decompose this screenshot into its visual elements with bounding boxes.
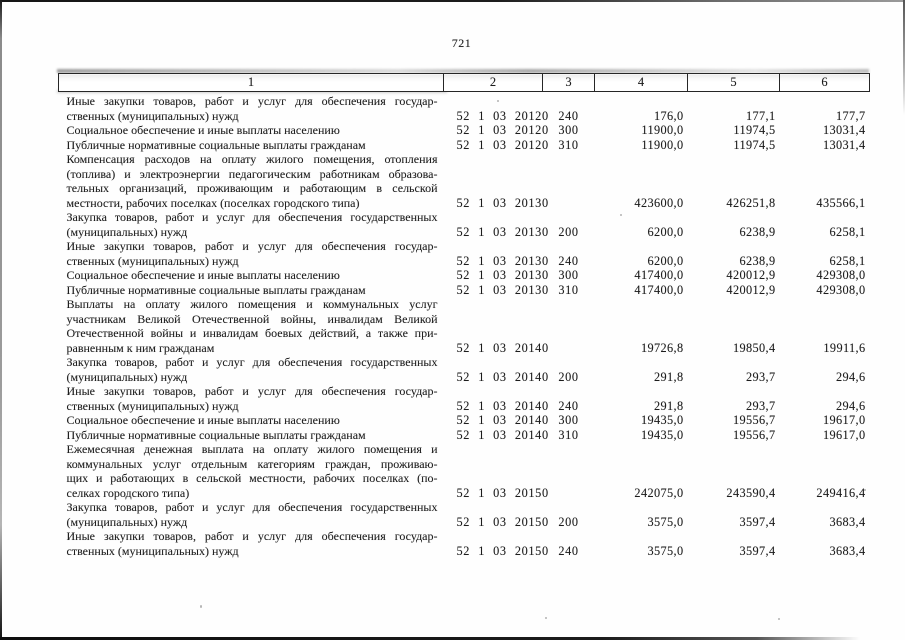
- row-amount-col6: 177,7: [835, 108, 866, 123]
- row-amount-col4: 19726,8: [640, 340, 684, 355]
- row-amount-col4: 3575,0: [647, 514, 684, 529]
- row-amount-col6: 19911,6: [823, 340, 866, 355]
- column-header-6: 6: [780, 74, 870, 92]
- column-header-2: 2: [444, 74, 543, 92]
- row-amount-col5: 420012,9: [726, 282, 776, 297]
- row-classification-code: 52 1 03 20140: [456, 398, 549, 413]
- row-name: Социальное обеспечение и иные выплаты населению: [66, 413, 340, 427]
- row-expense-type-code: 310: [558, 427, 579, 442]
- table-row: [59, 442, 870, 500]
- row-expense-type-code: 200: [558, 514, 579, 529]
- row-amount-col5: 11974,5: [733, 137, 776, 152]
- row-amount-col5: 3597,4: [739, 514, 776, 529]
- row-amount-col6: 435566,1: [816, 195, 866, 210]
- row-expense-type-code: 240: [558, 398, 579, 413]
- table-row: [59, 92, 870, 124]
- row-classification-code: 52 1 03 20150: [456, 514, 549, 529]
- table-header-row: [59, 74, 870, 92]
- row-amount-col4: 6200,0: [647, 224, 684, 239]
- row-amount-col5: 11974,5: [733, 123, 776, 137]
- row-amount-col4: 417400,0: [634, 268, 684, 282]
- row-amount-col5: 420012,9: [726, 268, 776, 282]
- row-amount-col4: 242075,0: [634, 485, 684, 500]
- budget-table: [58, 73, 870, 558]
- row-amount-col5: 19556,7: [732, 413, 776, 427]
- row-amount-col6: 249416,4: [816, 485, 866, 500]
- row-classification-code: 52 1 03 20120: [456, 108, 549, 123]
- row-amount-col4: 291,8: [653, 398, 684, 413]
- row-name: Иные закупки товаров, работ и услуг для обеспечения государ- ственных (муниципальных) нужд: [66, 529, 438, 558]
- row-name: Публичные нормативные социальные выплаты гражданам: [66, 427, 366, 442]
- row-expense-type-code: 300: [558, 123, 579, 137]
- row-expense-type-code: 310: [558, 137, 579, 152]
- table-row: [59, 428, 870, 443]
- row-amount-col6: 429308,0: [816, 268, 866, 282]
- row-name: Иные закупки товаров, работ и услуг для обеспечения государ- ственных (муниципальных) нужд: [66, 239, 438, 268]
- column-header-3: 3: [543, 74, 595, 92]
- page-number: 721: [451, 36, 472, 50]
- row-expense-type-code: 310: [558, 282, 579, 297]
- row-amount-col6: 429308,0: [816, 282, 866, 297]
- scan-edge-left: [0, 0, 2, 640]
- row-amount-col5: 19556,7: [732, 427, 776, 442]
- row-classification-code: 52 1 03 20130: [456, 224, 549, 239]
- row-name: Публичные нормативные социальные выплаты гражданам: [66, 137, 366, 152]
- row-name: Ежемесячная денежная выплата на оплату жилого помещения и коммунальных услуг отдельным категориям граждан, проживаю- щих и работающих в сельской местности, рабочих поселках (по- селках городского типа): [66, 442, 438, 500]
- row-amount-col6: 13031,4: [822, 123, 866, 137]
- row-expense-type-code: [543, 297, 595, 355]
- row-amount-col4: 176,0: [653, 108, 684, 123]
- row-expense-type-code: 200: [558, 369, 579, 384]
- row-amount-col4: 19435,0: [640, 427, 684, 442]
- row-classification-code: 52 1 03 20150: [456, 543, 549, 558]
- row-amount-col4: 11900,0: [641, 137, 684, 152]
- row-expense-type-code: [543, 152, 595, 210]
- scan-edge-top: [0, 0, 905, 2]
- table-row: [59, 283, 870, 298]
- row-amount-col6: 294,6: [835, 369, 866, 384]
- row-amount-col6: 19617,0: [822, 413, 866, 427]
- row-expense-type-code: 240: [558, 108, 579, 123]
- row-amount-col6: 6258,1: [829, 253, 866, 268]
- row-amount-col5: 243590,4: [726, 485, 776, 500]
- row-amount-col4: 3575,0: [647, 543, 684, 558]
- row-name: Закупка товаров, работ и услуг для обеспечения государственных (муниципальных) нужд: [66, 500, 438, 529]
- row-amount-col4: 423600,0: [634, 195, 684, 210]
- table-row: [59, 210, 870, 239]
- table-row: [59, 413, 870, 428]
- column-header-4: 4: [595, 74, 688, 92]
- table-body: [59, 92, 870, 559]
- row-amount-col5: 293,7: [745, 398, 776, 413]
- column-header-5: 5: [688, 74, 780, 92]
- row-expense-type-code: 240: [558, 253, 579, 268]
- row-classification-code: 52 1 03 20130: [456, 268, 549, 282]
- row-amount-col6: 13031,4: [822, 137, 866, 152]
- row-name: Социальное обеспечение и иные выплаты населению: [66, 123, 340, 137]
- row-amount-col4: 6200,0: [647, 253, 684, 268]
- row-name: Иные закупки товаров, работ и услуг для обеспечения государ- ственных (муниципальных) нужд: [66, 94, 438, 123]
- row-expense-type-code: 300: [558, 413, 579, 427]
- row-amount-col5: 426251,8: [726, 195, 776, 210]
- row-expense-type-code: 240: [558, 543, 579, 558]
- row-classification-code: 52 1 03 20130: [456, 282, 549, 297]
- table-row: [59, 384, 870, 413]
- table-row: [59, 500, 870, 529]
- row-amount-col4: 11900,0: [641, 123, 684, 137]
- table-row: [59, 123, 870, 138]
- row-amount-col6: 294,6: [835, 398, 866, 413]
- row-classification-code: 52 1 03 20140: [456, 369, 549, 384]
- row-name: Закупка товаров, работ и услуг для обеспечения государственных (муниципальных) нужд: [66, 210, 438, 239]
- table-row: [59, 138, 870, 153]
- row-amount-col4: 417400,0: [634, 282, 684, 297]
- row-name: Закупка товаров, работ и услуг для обеспечения государственных (муниципальных) нужд: [66, 355, 438, 384]
- table-row: [59, 297, 870, 355]
- row-classification-code: 52 1 03 20130: [456, 195, 549, 210]
- row-amount-col5: 293,7: [745, 369, 776, 384]
- row-classification-code: 52 1 03 20140: [456, 413, 549, 427]
- row-amount-col6: 19617,0: [822, 427, 866, 442]
- row-classification-code: 52 1 03 20120: [456, 137, 549, 152]
- row-classification-code: 52 1 03 20140: [456, 427, 549, 442]
- column-header-1: 1: [59, 74, 444, 92]
- row-amount-col6: 3683,4: [829, 543, 866, 558]
- table-row: [59, 355, 870, 384]
- row-name: Выплаты на оплату жилого помещения и коммунальных услуг участникам Великой Отечественной войны, инвалидам Великой Отечественной войны и инвалидам боевых действий, а также при- равненным к ним гражданам: [66, 297, 438, 355]
- table-row: [59, 239, 870, 268]
- row-expense-type-code: 300: [558, 268, 579, 282]
- row-amount-col5: 6238,9: [739, 253, 776, 268]
- row-name: Публичные нормативные социальные выплаты гражданам: [66, 282, 366, 297]
- row-classification-code: 52 1 03 20140: [456, 340, 549, 355]
- row-expense-type-code: 200: [558, 224, 579, 239]
- row-name: Социальное обеспечение и иные выплаты населению: [66, 268, 340, 282]
- row-amount-col4: 291,8: [653, 369, 684, 384]
- table-row: [59, 268, 870, 283]
- row-name: Компенсация расходов на оплату жилого помещения, отопления (топлива) и электроэнергии педагогическим работникам образова- тельных организаций, проживающим и работающим в сельской местности, рабочих поселках (поселках городского типа): [66, 152, 438, 210]
- row-classification-code: 52 1 03 20130: [456, 253, 549, 268]
- row-name: Иные закупки товаров, работ и услуг для обеспечения государ- ственных (муниципальных) нужд: [66, 384, 438, 413]
- row-amount-col5: 19850,4: [732, 340, 776, 355]
- row-amount-col5: 177,1: [745, 108, 776, 123]
- row-amount-col5: 6238,9: [739, 224, 776, 239]
- row-amount-col6: 6258,1: [829, 224, 866, 239]
- row-amount-col4: 19435,0: [640, 413, 684, 427]
- table-row: [59, 152, 870, 210]
- row-classification-code: 52 1 03 20150: [456, 485, 549, 500]
- row-amount-col5: 3597,4: [739, 543, 776, 558]
- row-classification-code: 52 1 03 20120: [456, 123, 549, 137]
- row-amount-col6: 3683,4: [829, 514, 866, 529]
- table-row: [59, 529, 870, 558]
- row-expense-type-code: [543, 442, 595, 500]
